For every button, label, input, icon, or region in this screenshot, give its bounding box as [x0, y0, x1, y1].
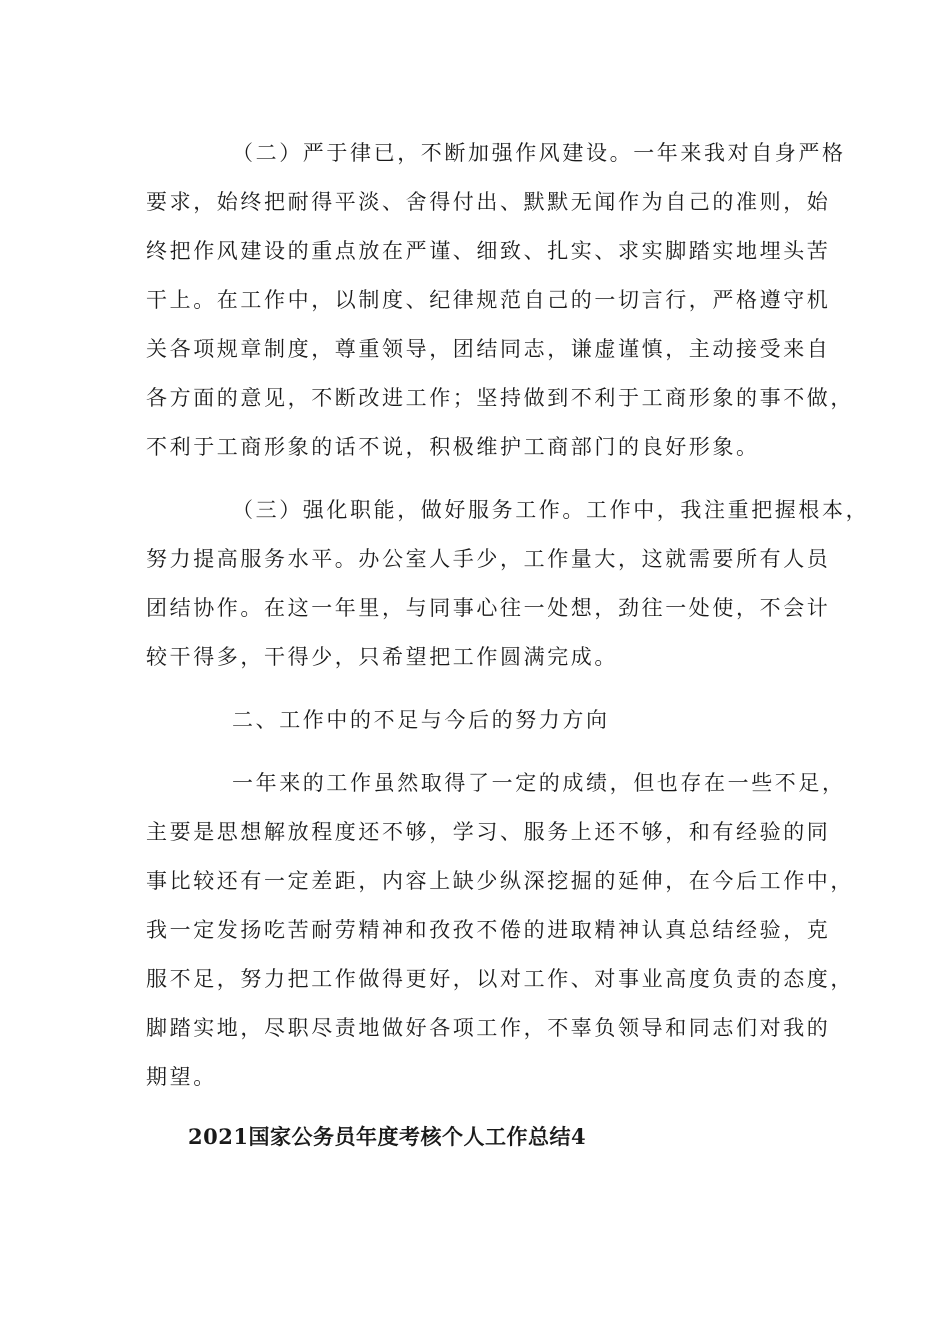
text-line: 我一定发扬吃苦耐劳精神和孜孜不倦的进取精神认真总结经验，克	[146, 918, 831, 942]
text-line: 事比较还有一定差距，内容上缺少纵深挖掘的延伸，在今后工作中，	[146, 869, 854, 893]
text-line: 一年来的工作虽然取得了一定的成绩，但也存在一些不足，	[232, 771, 846, 795]
text-line: 较干得多，干得少，只希望把工作圆满完成。	[146, 645, 618, 669]
text-line: 努力提高服务水平。办公室人手少，工作量大，这就需要所有人员	[146, 547, 831, 571]
section-heading: 2021国家公务员年度考核个人工作总结4	[188, 1124, 587, 1149]
text-line: 干上。在工作中，以制度、纪律规范自己的一切言行，严格遵守机	[146, 288, 831, 312]
text-line: 关各项规章制度，尊重领导，团结同志，谦虚谨慎，主动接受来自	[146, 337, 831, 361]
text-line: 主要是思想解放程度还不够，学习、服务上还不够，和有经验的同	[146, 820, 831, 844]
text-line: 不利于工商形象的话不说，积极维护工商部门的良好形象。	[146, 435, 760, 459]
subheading-line: 二、工作中的不足与今后的努力方向	[232, 708, 610, 732]
text-line: （三）强化职能，做好服务工作。工作中，我注重把握根本，	[232, 498, 870, 522]
text-line: 脚踏实地，尽职尽责地做好各项工作，不辜负领导和同志们对我的	[146, 1016, 831, 1040]
text-line: （二）严于律已，不断加强作风建设。一年来我对自身严格	[232, 141, 846, 165]
text-line: 各方面的意见，不断改进工作；坚持做到不利于工商形象的事不做，	[146, 386, 854, 410]
text-line: 期望。	[146, 1065, 217, 1089]
text-line: 服不足，努力把工作做得更好，以对工作、对事业高度负责的态度，	[146, 967, 854, 991]
text-line: 团结协作。在这一年里，与同事心往一处想，劲往一处使，不会计	[146, 596, 831, 620]
text-line: 终把作风建设的重点放在严谨、细致、扎实、求实脚踏实地埋头苦	[146, 239, 831, 263]
text-line: 要求，始终把耐得平淡、舍得付出、默默无闻作为自己的准则，始	[146, 190, 831, 214]
